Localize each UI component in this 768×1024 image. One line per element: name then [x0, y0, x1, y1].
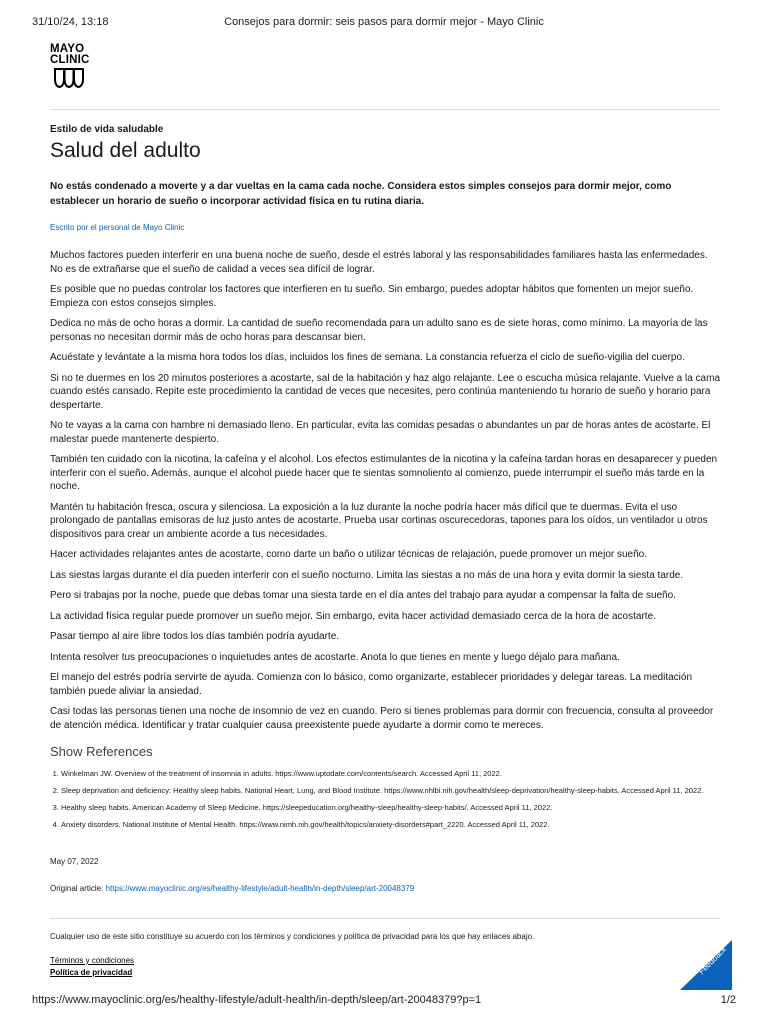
article-content: [50, 124, 720, 893]
reference-item: 2. Sleep deprivation and deficiency: Healthy sleep habits. National Heart, Lung, and Blood Institute. https://www.nhlbi.nih.gov/health/sleep-deprivation/healthy-sleep-habits. Accessed April 11, 2022.: [61, 785, 720, 797]
article-paragraph: El manejo del estrés podría servirte de ayuda. Comienza con lo básico, como organizarte, establecer prioridades y delegar tareas. La meditación también puede aliviar la ansiedad.: [50, 672, 693, 697]
original-article-link[interactable]: https://www.mayoclinic.org/es/healthy-lifestyle/adult-health/in-depth/sleep/art-20048379: [105, 884, 415, 893]
privacy-link[interactable]: Política de privacidad: [50, 968, 133, 977]
references-list: [50, 768, 720, 831]
site-footer: [50, 932, 720, 980]
terms-link[interactable]: Términos y condiciones: [50, 956, 135, 965]
page-title: Salud del adulto: [50, 139, 201, 162]
article-paragraph: Casi todas las personas tienen una noche de insomnio de vez en cuando. Pero si tienes problemas para dormir con frecuencia, consulta al proveedor de atención médica. Identificar y tratar cualquier causa preexistente puede ayudarte a dormir como te mereces.: [50, 706, 714, 731]
logo-line-1: MAYO: [50, 43, 85, 55]
page-number: 1/2: [720, 994, 736, 1006]
print-datetime: 31/10/24, 13:18: [32, 16, 109, 28]
reference-item: 3. Healthy sleep habits. American Academy of Sleep Medicine. https://sleepeducation.org/healthy-sleep/healthy-sleep-habits/. Accessed April 11, 2022.: [61, 802, 720, 814]
original-article-label: Original article:: [50, 884, 104, 893]
article-paragraph: No te vayas a la cama con hambre ni demasiado lleno. En particular, evita las comidas pesadas o abundantes un par de horas antes de acostarte. El malestar puede mantenerte despierto.: [50, 420, 711, 445]
article-paragraph: Acuéstate y levántate a la misma hora todos los días, incluidos los fines de semana. La constancia refuerza el ciclo de sueño-vigilia del cuerpo.: [50, 352, 685, 363]
shield-icon: [53, 68, 85, 88]
show-references-toggle[interactable]: Show References: [50, 744, 153, 759]
article-paragraph: También ten cuidado con la nicotina, la cafeína y el alcohol. Los efectos estimulantes de la nicotina y la cafeína tardan horas en desaparecer y pueden interferir con el sueño. Además, aunque el alcohol puede hacer que te sientas somnoliento al comienzo, puede interrumpir el sueño más tarde en la noche.: [50, 454, 718, 492]
article-paragraph: Pasar tiempo al aire libre todos los días también podría ayudarte.: [50, 631, 340, 642]
reference-item: 1. Winkelman JW. Overview of the treatment of insomnia in adults. https://www.uptodate.com/contents/search. Accessed April 11, 2022.: [61, 768, 720, 780]
print-url: https://www.mayoclinic.org/es/healthy-lifestyle/adult-health/in-depth/sleep/art-20048379?p=1: [32, 994, 482, 1006]
article-body: [50, 249, 720, 732]
article-paragraph: Es posible que no puedas controlar los factores que interfieren en tu sueño. Sin embargo, puedes adoptar hábitos que fomenten un mejor sueño. Empieza con estos consejos simples.: [50, 284, 694, 309]
logo-wordmark: [50, 44, 100, 66]
footer-divider: [50, 918, 720, 919]
publish-date: May 07, 2022: [50, 857, 99, 866]
article-paragraph: Pero si trabajas por la noche, puede que debas tomar una siesta tarde en el día antes del trabajo para ayudar a compensar la falta de sueño.: [50, 590, 676, 601]
article-paragraph: Mantén tu habitación fresca, oscura y silenciosa. La exposición a la luz durante la noche podría hacer más difícil que te duermas. Evita el uso prolongado de pantallas emisoras de luz justo antes de acostarte. Prueba usar cortinas oscurecedoras, tapones para los oídos, un ventilador u otros dispositivos para crear un ambiente acorde a tus necesidades.: [50, 501, 708, 540]
article-paragraph: Las siestas largas durante el día pueden interferir con el sueño nocturno. Limita las siestas a no más de una hora y evita dormir la siesta tarde.: [50, 569, 684, 581]
terms-notice: Cualquier uso de este sitio constituye su acuerdo con los términos y condiciones y política de privacidad para los que hay enlaces abajo.: [50, 932, 535, 941]
feedback-label[interactable]: Feedback: [696, 944, 729, 977]
logo-line-2: CLINIC: [50, 54, 90, 66]
article-paragraph: Intenta resolver tus preocupaciones o inquietudes antes de acostarte. Anota lo que tienes en mente y luego déjalo para mañana.: [50, 651, 620, 663]
byline-link[interactable]: Escrito por el personal de Mayo Clinic: [50, 223, 185, 232]
article-paragraph: Hacer actividades relajantes antes de acostarte, como darte un baño o utilizar técnicas de relajación, puede promover un mejor sueño.: [50, 549, 648, 560]
section-label: Estilo de vida saludable: [50, 124, 164, 135]
article-paragraph: Si no te duermes en los 20 minutos posteriores a acostarte, sal de la habitación y haz algo relajante. Lee o escucha música relajante. Vuelve a la cama cuando estés cansado. Repite este procedimiento la cantidad de veces que necesites, pero continúa manteniendo tu horario de sueño y horario para despertarte.: [50, 372, 721, 411]
print-page-title: Consejos para dormir: seis pasos para dormir mejor - Mayo Clinic: [224, 16, 544, 28]
article-intro: No estás condenado a moverte y a dar vueltas en la cama cada noche. Considera estos simples consejos para dormir mejor, como establecer un horario de sueño o incorporar actividad física en tu rutina diaria.: [50, 181, 672, 207]
article-paragraph: Muchos factores pueden interferir en una buena noche de sueño, desde el estrés laboral y las responsabilidades familiares hasta las enfermedades. No es de extrañarse que el sueño de calidad a veces sea difícil de lograr.: [50, 250, 708, 275]
article-paragraph: La actividad física regular puede promover un sueño mejor. Sin embargo, evita hacer actividad demasiado cerca de la hora de acostarte.: [50, 610, 656, 622]
original-article: [50, 884, 720, 893]
print-header: [32, 16, 736, 32]
reference-item: 4. Anxiety disorders. National Institute of Mental Health. https://www.nimh.nih.gov/health/topics/anxiety-disorders#part_2220. Accessed April 11, 2022.: [61, 819, 720, 831]
article-paragraph: Dedica no más de ocho horas a dormir. La cantidad de sueño recomendada para un adulto sano es de siete horas, como mínimo. La mayoría de las personas no necesitan dormir más de ocho horas para descansar bien.: [50, 318, 708, 343]
mayo-clinic-logo[interactable]: [50, 44, 100, 100]
header-divider: [50, 109, 720, 110]
footer-links: [50, 956, 720, 977]
